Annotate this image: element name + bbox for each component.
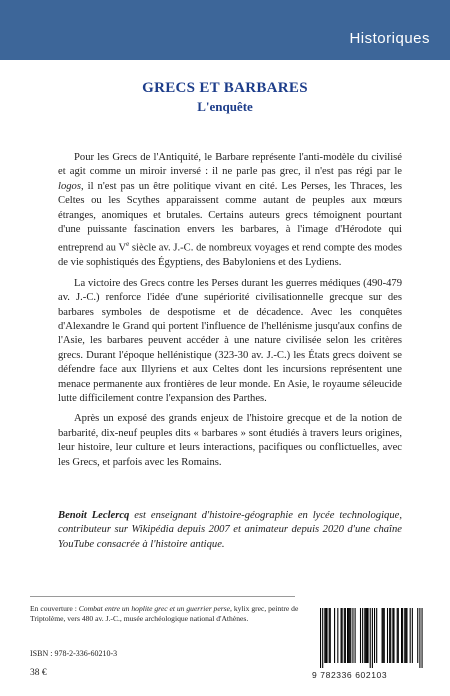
barcode-bar — [362, 608, 363, 663]
barcode-bar — [406, 608, 407, 663]
barcode-bar — [383, 608, 384, 663]
barcode-bar — [360, 608, 361, 663]
barcode-bar — [334, 608, 335, 663]
barcode-bar — [372, 608, 373, 668]
barcode-digits: 9 782336 602103 — [312, 670, 388, 680]
barcode-bar — [344, 608, 345, 663]
barcode-bar — [355, 608, 356, 663]
barcode-bar — [326, 608, 327, 663]
barcode-bar — [382, 608, 383, 663]
blurb — [58, 151, 402, 476]
barcode-bar — [342, 608, 343, 663]
price: 38 € — [30, 668, 47, 678]
barcode — [312, 608, 428, 680]
barcode-bar — [364, 608, 365, 663]
barcode-bar — [393, 608, 394, 663]
barcode-bar — [397, 608, 398, 663]
isbn: ISBN : 978-2-336-60210-3 — [30, 649, 118, 658]
barcode-bar — [412, 608, 413, 663]
barcode-bar — [347, 608, 348, 663]
barcode-bar — [324, 608, 325, 663]
barcode-bar — [325, 608, 326, 663]
barcode-bar — [366, 608, 367, 663]
barcode-bar — [320, 608, 321, 668]
barcode-bar — [419, 608, 420, 668]
divider — [30, 596, 295, 597]
author-bio: Benoit Leclercq est enseignant d'histoire-géographie en lycée technologique, contributeur sur Wikipédia depuis 2007 et animateur depuis 2020 d'une chaîne YouTube consacrée à l'histoire antique. — [58, 510, 402, 550]
barcode-bar — [422, 608, 423, 668]
barcode-bar — [417, 608, 418, 663]
barcode-bar — [390, 608, 391, 663]
barcode-bar — [349, 608, 350, 663]
barcode-bar — [368, 608, 369, 663]
cover-credits: En couverture : Combat entre un hoplite grec et un guerrier perse, kylix grec, peintre de Triptolème, vers 480 av. J.-C., musée archéologique national d'Athènes. — [30, 604, 299, 623]
barcode-bar — [389, 608, 390, 663]
barcode-bar — [329, 608, 330, 663]
barcode-bar — [401, 608, 402, 663]
barcode-bars — [312, 608, 428, 668]
barcode-bar — [322, 608, 323, 668]
blurb-paragraph-2: La victoire des Grecs contre les Perses durant les guerres médiques (490-479 av. J.-C.) renforce l'idée d'une supériorité civilisationnelle grecque sur des barbares symboles de despotisme et de décadence. Avec les conquêtes d'Alexandre le Grand qui portent l'influence de l'hellénisme jusqu'aux confins de l'Asie, les barbares peuvent accéder à une nature civilisée selon les critères grecs. Durant l'époque hellénistique (323-30 av. J.-C.) les États grecs doivent se défendre face aux Illyriens et aux Celtes dont les incursions représentent une menace permanente aux frontières de leur monde. En Asie, le royaume séleucide lutte difficilement contre l'expansion des Parthes. — [58, 277, 402, 405]
barcode-bar — [348, 608, 349, 663]
author-name: Benoit Leclercq — [58, 510, 130, 521]
barcode-bar — [398, 608, 399, 663]
book-title: GRECS ET BARBARES — [142, 80, 308, 96]
barcode-bar — [374, 608, 375, 663]
barcode-bar — [404, 608, 405, 663]
barcode-bar — [387, 608, 388, 663]
blurb-paragraph-1: Pour les Grecs de l'Antiquité, le Barbare représente l'anti-modèle du civilisé et agit comme un miroir inversé : il ne parle pas grec, il n'est pas régi par le logos, il n'est pas un être politique vivant en cité. Les Perses, les Thraces, les Celtes ou les Scythes apparaissent comme autant de peuples aux mœurs étranges, anomiques et brutales. Certains auteurs grecs témoignent pourtant d'une puissante fascination envers les barbares, à l'image d'Hérodote qui entreprend au Ve siècle av. J.-C. de nombreux voyages et rend compte des modes de vie sophistiqués des Égyptiens, des Babyloniens et des Lydiens. — [58, 152, 402, 269]
barcode-bar — [330, 608, 331, 663]
barcode-bar — [350, 608, 351, 663]
series-banner — [0, 0, 450, 60]
barcode-bar — [352, 608, 353, 663]
barcode-bar — [410, 608, 411, 663]
barcode-bar — [337, 608, 338, 663]
barcode-bar — [384, 608, 385, 663]
barcode-bar — [370, 608, 371, 668]
book-subtitle: L'enquête — [197, 99, 253, 114]
barcode-bar — [345, 608, 346, 663]
barcode-bar — [376, 608, 377, 663]
barcode-bar — [405, 608, 406, 663]
series-name: Historiques — [349, 30, 430, 47]
barcode-bar — [341, 608, 342, 663]
barcode-bar — [402, 608, 403, 663]
barcode-bar — [365, 608, 366, 663]
blurb-paragraph-3: Après un exposé des grands enjeux de l'histoire grecque et de la notion de barbarité, dix-neuf peuples dits « barbares » sont étudiés à travers leurs origines, leur histoire, leur culture et leurs interactions, pacifiques ou conflictuelles, avec les Grecs, et parfois avec les Romains. — [58, 413, 402, 468]
barcode-bar — [392, 608, 393, 663]
